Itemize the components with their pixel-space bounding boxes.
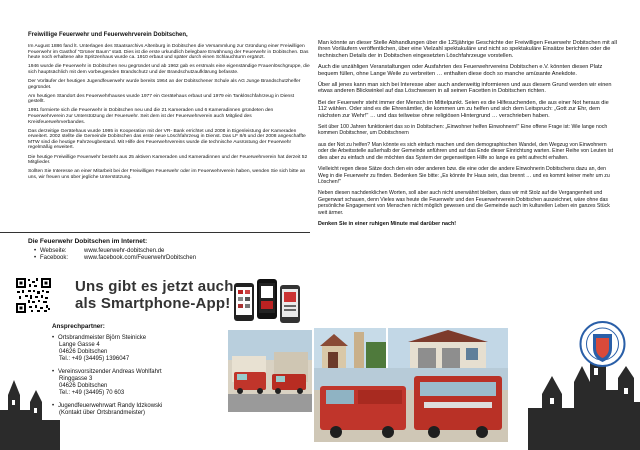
closing-line: Denken Sie in einer ruhigen Minute mal darüber nach!: [318, 220, 457, 227]
history-paragraph: Das derzeitige Gerätehaus wurde 1995 in Kooperation mit der VR- Bank errichtet und 2008 in Eigenleistung der Kameraden erweitert. 2002 stellte die Gemeinde Dobitschen das erste neue Löschfahrzeug in Dienst. Das LF 8/6 und der 2008 angeschaffte MTW sind die heutige Fahrzeugbestand. Mit Hilfe des Feuerwehrvereins wurde die technische Ausrüstung der Feuerwehr regelmäßig erweitert.: [28, 128, 306, 151]
app-promo: [75, 278, 234, 312]
reflection-paragraph: aus der Not zu helfen? Man könnte es sich einfach machen und den demographischen Wandel, den Wegzug von Einwohnern oder die Arbeitsstelle außerhalb der Gemeinde anführen und auf das Ende dieser Einrichtung warten. Einer Reihe von Leuten ist dies aber zu einfach und die möchten das System der gegenseitigen Hilfe so lange es geht aufrecht erhalten.: [318, 141, 614, 161]
contact-city: 04626 Dobitschen: [59, 383, 108, 389]
reflection-paragraph: Seit über 100 Jahren funktioniert das so in Dobitschen: „Einwohner helfen Einwohnern!" Eine offene Frage ist: Wie lange noch kommen Dobitschner, um Dobitschnern: [318, 124, 608, 137]
contact-street: Lange Gasse 4: [59, 342, 100, 348]
contacts-section: [52, 323, 162, 423]
history-paragraph: 1991 formierte sich die Feuerwehr in Dobitschen neu und die 21 Kameraden und 6 Kameradinnen gründeten den Feuerwehrverein zur Unterstützung der Feuerwehr. Seit dem ist der Feuerwehrverein auch Mitglied des Kreisfeuerwehrverbandes.: [28, 108, 274, 125]
history-column: [28, 0, 310, 184]
contact-phone: Tel.: +49 (34495) 70 603: [59, 390, 125, 396]
facebook-row: • Facebook: www.facebook.com/FeuerwehrDobitschen: [34, 255, 197, 261]
contact-note: (Kontakt über Ortsbrandmeister): [59, 410, 146, 416]
section-divider: [0, 232, 310, 233]
castle-silhouette-left: [0, 350, 60, 450]
reflection-paragraph: Neben diesen nachdenklichen Worten, soll aber auch nicht unerwähnt bleiben, dass wir mit Stolz auf die Vergangenheit und Gegenwart schauen, denn Vieles was heute die Feuerwehr und den Feuerwehrverein Dobitschen auszeichnet, wäre ohne das persönliche Engagement von Menschen nicht möglich gewesen und die Gemeinde auch im kulturellen Leben ein ganzes Stück weit ärmer.: [318, 190, 610, 216]
app-promo-line1: Uns gibt es jetzt auch: [75, 278, 234, 295]
website-link[interactable]: www.feuerwehr-dobitschen.de: [84, 248, 165, 254]
contact-name: Vereinsvorsitzender Andreas Wohlfahrt: [58, 369, 162, 375]
history-title: Freiwillige Feuerwehr und Feuerwehrverein Dobitschen,: [28, 32, 188, 38]
qr-code-icon[interactable]: [15, 277, 52, 314]
contact-phone: Tel.: +49 (34495) 1396047: [59, 356, 130, 362]
contact-entry: • Jugendfeuerwehrwart Randy Idzkowski (Kontakt über Ortsbrandmeister): [52, 403, 163, 416]
fire-department-seal-icon: [579, 320, 626, 375]
website-label: Webseite:: [40, 248, 67, 254]
facebook-link[interactable]: www.facebook.com/FeuerwehrDobitschen: [84, 255, 197, 261]
contact-name: Ortsbrandmeister Björn Steinicke: [58, 335, 147, 341]
contact-entry: • Vereinsvorsitzender Andreas Wohlfahrt Ringgasse 3 04626 Dobitschen Tel.: +49 (34495) 70 603: [52, 369, 162, 396]
smartphones-image: [232, 277, 302, 332]
contact-street: Ringgasse 3: [59, 376, 93, 382]
photo-firehouse-cars: [228, 330, 312, 412]
contact-entry: • Ortsbrandmeister Björn Steinicke Lange Gasse 4 04626 Dobitschen Tel.: +49 (34495) 1396047: [52, 335, 162, 363]
contact-name: Jugendfeuerwehrwart Randy Idzkowski: [58, 403, 163, 409]
history-paragraph: Der Vorläufer der heutigen Jugendfeuerwehr wurde bereits 1964 an der Dobitschener Schule als AG Junge Brandschutzhelfer gegründet.: [28, 78, 301, 90]
reflection-paragraph: Über all jenes kann man sich bei Interesse aber auch anderweitig informieren und aus diesem Grund werden wir einen etwas anderen Blickwinkel auf das Löschwesen in all seinen Facetten in Dobitschen richten.: [318, 82, 612, 95]
history-paragraph: 1946 wurde die Feuerwehr in Dobitschen neu gegründet und ab 1962 gab es erstmals eine eigenständige Frauenlöschgruppe, die sich hauptsächlich mit dem vorbeugenden Brandschutz und der Brandschutzaufklärung befasste.: [28, 64, 310, 75]
history-paragraph: Am heutigen Standort des Feuerwehrhauses wurde 1977 ein Gerätehaus erbaut und 1979 ein Tanklöschfahrzeug in Dienst gestellt.: [28, 93, 295, 105]
reflection-paragraph: Man könnte an dieser Stelle Abhandlungen über die 125jährige Geschichte der Freiwilligen Feuerwehr Dobitschen mit all ihren Vorläufern veröffentlichen, über eine Vielzahl spektakuläre und nicht so spektakuläre Einsätze berichten oder die technischen Details der in Dobitschen eingesetzten Löschfahrzeuge vorstellen.: [318, 40, 617, 59]
photo-historic-trucks: [314, 368, 508, 442]
contact-city: 04626 Dobitschen: [59, 349, 108, 355]
contacts-title: Ansprechpartner:: [52, 323, 105, 330]
internet-title: Die Feuerwehr Dobitschen im Internet:: [28, 238, 148, 245]
internet-box: [28, 238, 310, 262]
reflection-paragraph: Vielleicht regen diese Sätze doch den ein oder anderen bzw. die eine oder die andere Einwohnerin Dobitschens dazu an, den Weg in die Feuerwehr zu finden. Bedenken Sie bitte: „Es könnte Ihr Haus sein, das brennt … und es kommt keiner mehr um zu Löschen!": [318, 166, 610, 185]
facebook-label: Facebook:: [40, 255, 69, 261]
reflection-paragraph: Auch die unzähligen Veranstaltungen oder Ausfahrten des Feuerwehrvereins Dobitschen e.V. könnten diesen Platz bequem füllen, ohne Lange Weile zu verbreiten … enthalten diese doch so manche amüsante Anekdote.: [318, 64, 603, 77]
photo-old-firehouse: [314, 328, 386, 370]
history-paragraph: Sollten Sie Interesse an einer Mitarbeit bei der Freiwilligen Feuerwehr oder im Feuerwehrverein haben, wenden Sie sich bitte an uns, wir freuen uns über jegliche Unterstützung.: [28, 169, 306, 180]
history-paragraph: Im August 1886 fand lt. Unterlagen des Staatsarchivs Altenburg in Dobitschen die Versammlung zur Gründung einer Freiwilligen Feuerwehr im Gasthof "Grüner Baum" statt. Dies ist die erste urkundlich belegbare Erwähnung der Feuerwehr in Dobitschen. Das heute noch erhaltene alte Spritzenhaus wurde ca. 1910 erbaut und später durch einen Schlauchturm ergänzt.: [28, 44, 309, 61]
app-promo-line2: als Smartphone-App!: [75, 295, 231, 312]
reflection-column: [318, 40, 618, 232]
photo-new-firehouse: [388, 328, 508, 370]
reflection-paragraph: Bei der Feuerwehr steht immer der Mensch im Mittelpunkt. Seien es die Hilfesuchenden, die aus einer Not heraus die 112 wählen. Oder sind es die Ehrenämtler, die kommen um zu helfen und sich dem Leitspruch: „Gott zur Ehr, dem nächsten zur Wehr!" … und das teilweise ohne religiösen Hintergrund … verschrieben haben.: [318, 99, 609, 119]
website-row: • Webseite: www.feuerwehr-dobitschen.de: [34, 248, 165, 254]
history-paragraph: Die heutige Freiwillige Feuerwehr besteht aus 25 aktiven Kameraden und Kameradinnen und der Feuerwehrverein hat derzeit 52 Mitglieder.: [28, 154, 308, 166]
